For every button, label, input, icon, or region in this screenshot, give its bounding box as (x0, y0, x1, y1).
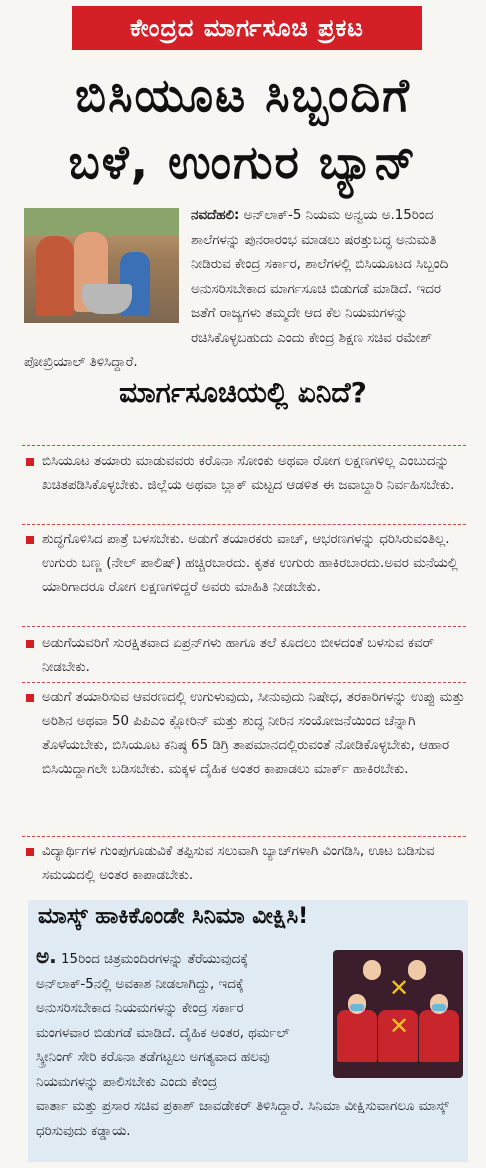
box-text-full: ವಾರ್ತಾ ಮತ್ತು ಪ್ರಸಾರ ಸಚಿವ ಪ್ರಕಾಶ್ ಜಾವಡೇಕರ್ ತಿಳಿಸಿದ್ದಾರೆ. ಸಿನಿಮಾ ವೀಕ್ಷಿಸುವಾಗಲೂ ಮಾಸ್ಕ್ ಧರಿಸುವುದು ಕಡ್ಡಾಯ. (36, 1099, 449, 1139)
midday-meal-photo (24, 208, 179, 323)
divider (22, 682, 466, 683)
guideline-item: ವಿದ್ಯಾರ್ಥಿಗಳ ಗುಂಪುಗೂಡುವಿಕೆ ತಪ್ಪಿಸುವ ಸಲುವಾಗಿ ಬ್ಯಾಚ್‌ಗಳಾಗಿ ವಿಂಗಡಿಸಿ, ಊಟ ಬಡಿಸುವ ಸಮಯದಲ್ಲಿ ಅಂತರ ಕಾಪಾಡಬೇಕು. (24, 840, 468, 888)
bullet-icon (26, 640, 34, 648)
bullet-icon (26, 694, 34, 702)
dateline: ನವದೆಹಲಿ: (191, 208, 240, 223)
box-title: ಮಾಸ್ಕ್ ಹಾಕಿಕೊಂಡೇ ಸಿನಿಮಾ ವೀಕ್ಷಿಸಿ! (38, 904, 309, 929)
divider (22, 445, 466, 446)
lead-text: ಅನ್‌ಲಾಕ್-5 ನಿಯಮ ಅನ್ವಯ ಅ.15ರಿಂದ ಶಾಲೆಗಳನ್ನು ಪುನರಾರಂಭ ಮಾಡಲು ಷರತ್ತುಬದ್ಧ ಅನುಮತಿ ನೀಡಿರುವ ಕೇಂದ್ರ ಸರ್ಕಾರ, ಶಾಲೆಗಳಲ್ಲಿ ಬಿಸಿಯೂಟದ ಸಿಬ್ಬಂದಿ ಅನುಸರಿಸಬೇಕಾದ ಮಾರ್ಗಸೂಚಿ ಬಿಡುಗಡೆ ಮಾಡಿದೆ. ಇದರ ಜತೆಗೆ ರಾಜ್ಯಗಳು ತಮ್ಮದೇ ಆದ ಕೆಲ ನಿಯಮಗಳನ್ನು ರಚಿಸಿಕೊಳ್ಳಬಹುದು ಎಂದು ಕೇಂದ್ರ ಶಿಕ್ಷಣ ಸಚಿವ ರಮೇಶ್ ಪೋಖ್ರಿಯಾಲ್ ತಿಳಿಸಿದ್ದಾರೆ. (24, 208, 449, 370)
headline-line-1: ಬಿಸಿಯೂಟ ಸಿಬ್ಬಂದಿಗೆ (75, 68, 411, 122)
bullet-icon (26, 536, 34, 544)
lead-paragraph (24, 204, 464, 376)
divider (22, 836, 466, 837)
cinema-sidebar-box (28, 900, 468, 1162)
bullet-icon (26, 848, 34, 856)
kicker-banner (72, 6, 422, 50)
guideline-item: ಬಿಸಿಯೂಟ ತಯಾರು ಮಾಡುವವರು ಕರೊನಾ ಸೋಂಕು ಅಥವಾ ರೋಗ ಲಕ್ಷಣಗಳಿಲ್ಲ ಎಂಬುದನ್ನು ಖಚಿತಪಡಿಸಿಕೊಳ್ಳಬೇಕು. ಜಿಲ್ಲೆಯ ಅಥವಾ ಬ್ಲಾಕ್ ಮಟ್ಟದ ಆಡಳಿತ ಈ ಜವಾಬ್ದಾರಿ ನಿರ್ವಹಿಸಬೇಕು. (24, 450, 468, 498)
guideline-item: ಅಡುಗೆಯವರಿಗೆ ಸುರಕ್ಷಿತವಾದ ಏಪ್ರನ್‌ಗಳು ಹಾಗೂ ತಲೆ ಕೂದಲು ಬೀಳದಂತೆ ಬಳಸುವ ಕವರ್ ನೀಡಬೇಕು. (24, 632, 468, 680)
guideline-item: ಶುದ್ಧಗೊಳಿಸಿದ ಪಾತ್ರೆ ಬಳಸಬೇಕು. ಅಡುಗೆ ತಯಾರಕರು ವಾಚ್, ಆಭರಣಗಳನ್ನು ಧರಿಸಿರುವಂತಿಲ್ಲ. ಉಗುರು ಬಣ್ಣ (ನೇಲ್ ಪಾಲಿಷ್) ಹಚ್ಚಿರಬಾರದು. ಕೃತಕ ಉಗುರು ಹಾಕಿರಬಾರದು.ಅವರ ಮನೆಯಲ್ಲಿ ಯಾರಿಗಾದರೂ ರೋಗ ಲಕ್ಷಣಗಳಿದ್ದರೆ ಅವರು ಮಾಹಿತಿ ನೀಡಬೇಕು. (24, 528, 468, 600)
box-lead-letter: ಅ. (36, 944, 57, 968)
bullet-icon (26, 458, 34, 466)
headline-line-2: ಬಳೆ, ಉಂಗುರ ಬ್ಯಾನ್ (68, 135, 418, 189)
guideline-item: ಅಡುಗೆ ತಯಾರಿಸುವ ಆವರಣದಲ್ಲಿ ಉಗುಳುವುದು, ಸೀನುವುದು ನಿಷೇಧ, ತರಕಾರಿಗಳನ್ನು ಉಪ್ಪು ಮತ್ತು ಅರಿಶಿನ ಅಥವಾ 50 ಪಿಪಿಎಂ ಕ್ಲೋರಿನ್ ಮತ್ತು ಶುದ್ಧ ನೀರಿನ ಸಂಯೋಜನೆಯಿಂದ ಚೆನ್ನಾಗಿ ತೊಳೆಯಬೇಕು, ಬಿಸಿಯೂಟ ಕನಿಷ್ಠ 65 ಡಿಗ್ರಿ ತಾಪಮಾನದಲ್ಲಿರುವಂತೆ ನೋಡಿಕೊಳ್ಳಬೇಕು, ಆಹಾರ ಬಿಸಿಯಿದ್ದಾಗಲೇ ಬಡಿಸಬೇಕು. ಮಕ್ಕಳ ದೈಹಿಕ ಅಂತರ ಕಾಪಾಡಲು ಮಾರ್ಕ್ ಹಾಕಿರಬೇಕು. (24, 686, 468, 782)
cinema-illustration: ✕ ✕ (333, 950, 463, 1078)
divider (22, 524, 466, 525)
section-title: ಮಾರ್ಗಸೂಚಿಯಲ್ಲಿ ಏನಿದೆ? (119, 376, 367, 409)
kicker-text: ಕೇಂದ್ರದ ಮಾರ್ಗಸೂಚಿ ಪ್ರಕಟ (130, 14, 364, 42)
box-text-short: ಅ. 15ರಿಂದ ಚಿತ್ರಮಂದಿರಗಳನ್ನು ತೆರೆಯುವುದಕ್ಕೆ ಅನ್‌ಲಾಕ್-5ನಲ್ಲಿ ಅವಕಾಶ ನೀಡಲಾಗಿದ್ದು, ಇದಕ್ಕೆ ಅನುಸರಿಸಬೇಕಾದ ನಿಯಮಗಳನ್ನು ಕೇಂದ್ರ ಸರ್ಕಾರ ಮಂಗಳವಾರ ಬಿಡುಗಡೆ ಮಾಡಿದೆ. ದೈಹಿಕ ಅಂತರ, ಥರ್ಮಲ್ ಸ್ಕ್ರೀನಿಂಗ್ ಸೇರಿ ಕರೊನಾ ತಡೆಗಟ್ಟಲು ಅಗತ್ಯವಾದ ಹಲವು ನಿಯಮಗಳನ್ನು ಪಾಲಿಸಬೇಕು ಎಂದು ಕೇಂದ್ರ (36, 944, 290, 1090)
divider (22, 626, 466, 627)
